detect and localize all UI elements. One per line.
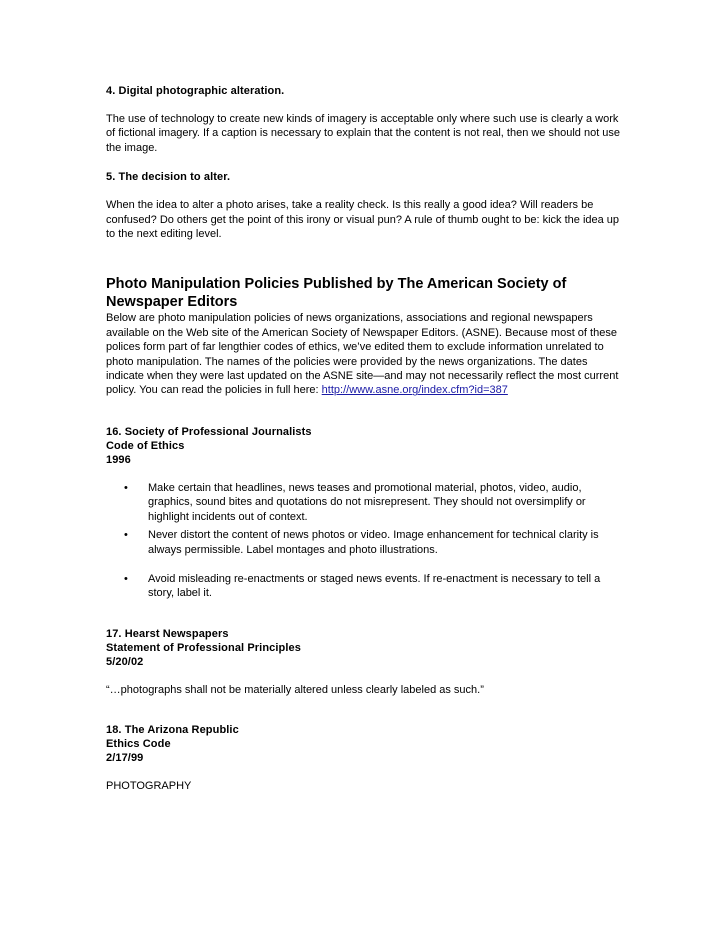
asne-intro (106, 311, 626, 397)
asne-title: Photo Manipulation Policies Published by The American Society of Newspaper Editors (106, 276, 567, 311)
arizona-section-heading: PHOTOGRAPHY (106, 780, 192, 793)
list-item (106, 481, 626, 524)
arizona-date: 2/17/99 (106, 752, 144, 765)
section-5-heading: 5. The decision to alter. (106, 171, 231, 184)
spj-org: 16. Society of Professional Journalists (106, 425, 312, 438)
hearst-block (106, 627, 626, 669)
list-item (106, 572, 626, 601)
document-page (106, 84, 626, 794)
asne-intro-text: Below are photo manipulation policies of news organizations, associations and regional newspapers available on the Web site of the American Society of Newspaper Editors. (ASNE). Because most of these polices form part of far lengthier codes of ethics, we’ve edited them to exclude information unrelated to photo manipulation. The names of the policies were provided by the news organizations. The dates indicate when they were last updated on the ASNE site—and may not necessarily reflect the most current policy. You can read the policies in full here: (106, 312, 619, 397)
hearst-date: 5/20/02 (106, 655, 144, 668)
bullet-icon: • (124, 481, 128, 494)
bullet-icon: • (124, 572, 128, 585)
hearst-quote: “…photographs shall not be materially altered unless clearly labeled as such.” (106, 683, 484, 696)
spj-block (106, 425, 626, 467)
section-4-body: The use of technology to create new kinds of imagery is acceptable only where such use is clearly a work of fictional imagery. If a caption is necessary to explain that the content is not real, then we should not use the image. (106, 113, 621, 154)
hearst-org: 17. Hearst Newspapers (106, 627, 229, 640)
section-5-body: When the idea to alter a photo arises, take a reality check. Is this really a good idea? Will readers be confused? Do others get the point of this irony or visual pun? A rule of thumb ought to be: kick the idea up to the next editing level. (106, 199, 620, 241)
arizona-block (106, 723, 626, 765)
spj-date: 1996 (106, 453, 131, 466)
arizona-org: 18. The Arizona Republic (106, 724, 239, 737)
list-item-text: Never distort the content of news photos or video. Image enhancement for technical clarity is always permissible. Label montages and photo illustrations. (148, 529, 599, 556)
list-item-text: Make certain that headlines, news teases and promotional material, photos, video, audio, graphics, sound bites and quotations do not misrepresent. They should not oversimplify or highlight incidents out of context. (148, 481, 586, 523)
spj-bullet-list (106, 481, 626, 601)
bullet-icon: • (124, 529, 128, 542)
hearst-code: Statement of Professional Principles (106, 641, 301, 654)
list-item-text: Avoid misleading re-enactments or staged news events. If re-enactment is necessary to tell a story, label it. (148, 572, 601, 600)
arizona-code: Ethics Code (106, 738, 171, 751)
spj-code: Code of Ethics (106, 439, 185, 452)
list-item (106, 528, 626, 557)
section-4-heading: 4. Digital photographic alteration. (106, 85, 285, 97)
asne-policies-link[interactable]: http://www.asne.org/index.cfm?id=387 (321, 384, 508, 397)
